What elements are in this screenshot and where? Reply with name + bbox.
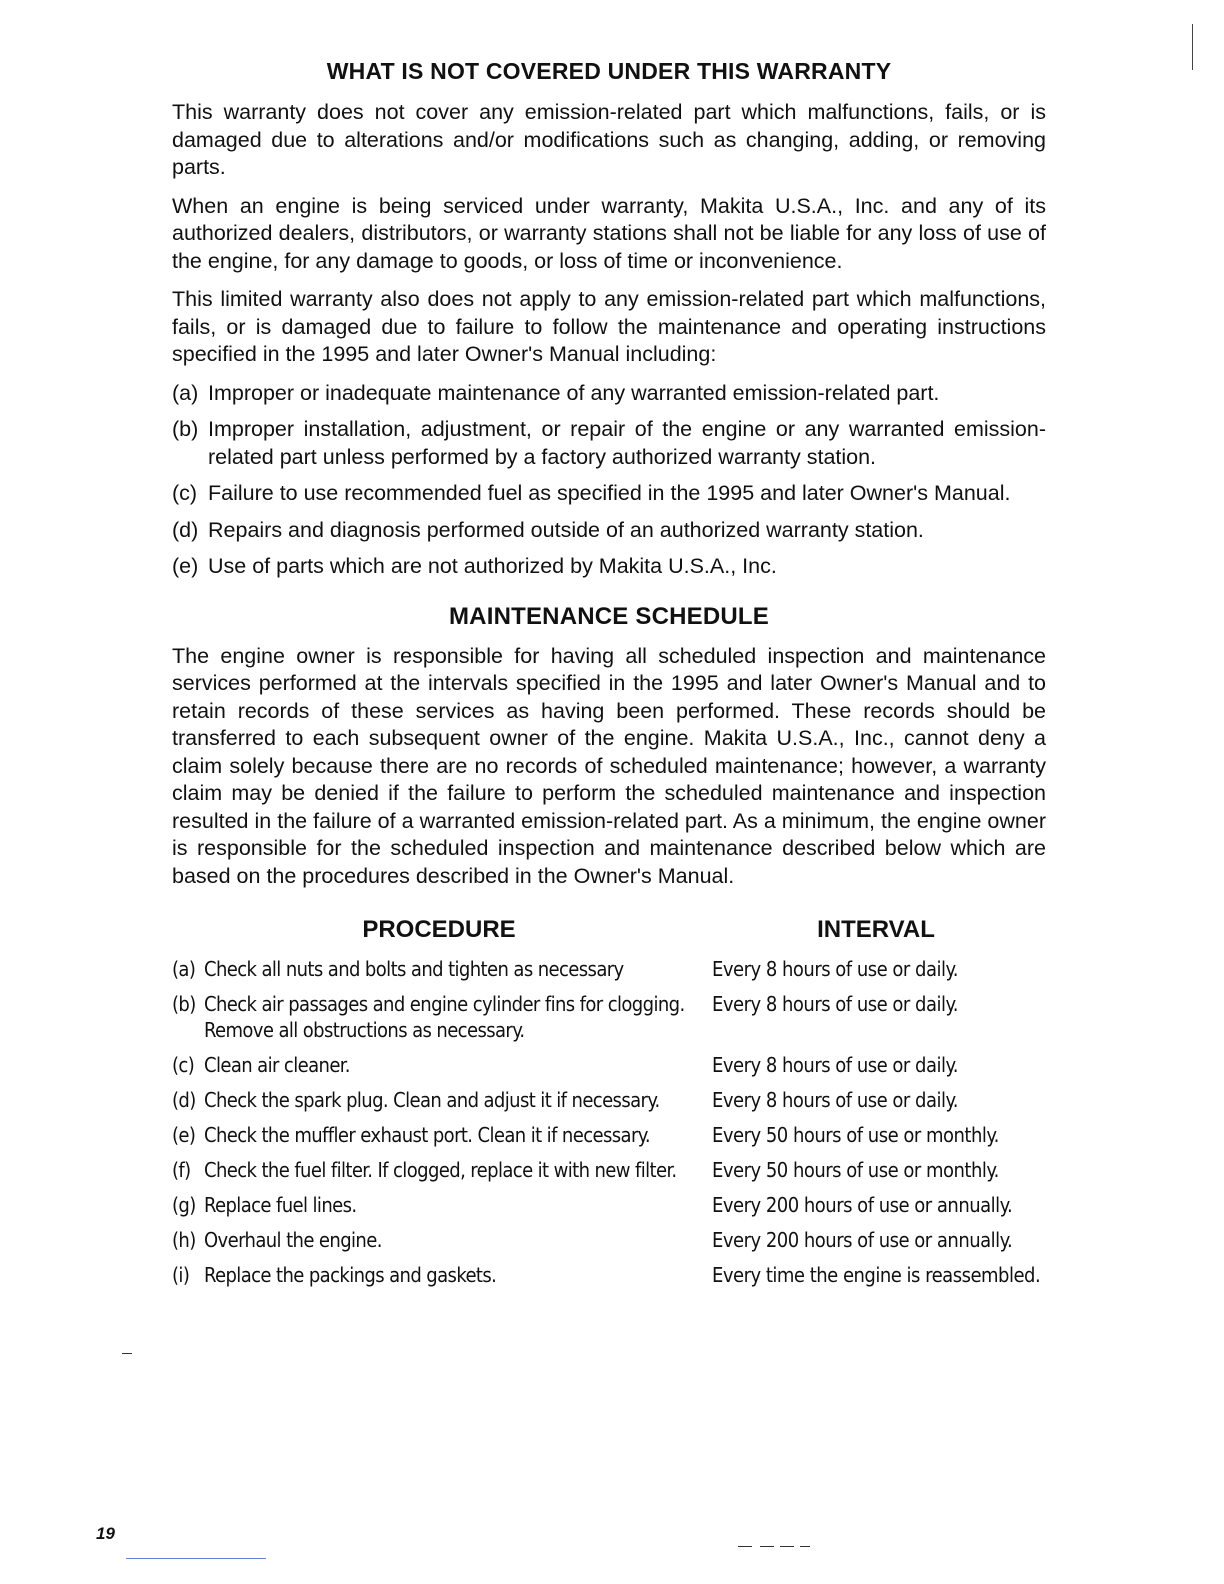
scan-mark bbox=[122, 1353, 132, 1354]
list-item bbox=[172, 517, 1046, 545]
interval-cell: Every 8 hours of use or daily. bbox=[712, 957, 958, 981]
table-row bbox=[172, 1052, 1046, 1078]
table-row bbox=[172, 1087, 1046, 1113]
list-item-text: Improper installation, adjustment, or repair of the engine or any warranted emission-related part unless performed by a factory authorized warranty station. bbox=[208, 417, 1046, 469]
row-label: (g) bbox=[172, 1193, 196, 1217]
procedure-cell: Check the spark plug. Clean and adjust it if necessary. bbox=[204, 1088, 660, 1112]
scan-mark bbox=[1192, 24, 1193, 70]
interval-cell: Every 8 hours of use or daily. bbox=[712, 992, 958, 1016]
table-row bbox=[172, 1262, 1046, 1288]
list-item-text: Failure to use recommended fuel as specified in the 1995 and later Owner's Manual. bbox=[208, 481, 1011, 505]
table-row bbox=[172, 991, 1046, 1043]
list-item-text: Use of parts which are not authorized by Makita U.S.A., Inc. bbox=[208, 554, 777, 578]
list-item-label: (e) bbox=[172, 554, 199, 578]
table-row bbox=[172, 1122, 1046, 1148]
row-label: (h) bbox=[172, 1228, 196, 1252]
list-item bbox=[172, 480, 1046, 508]
list-item-label: (a) bbox=[172, 380, 199, 405]
warranty-exclusion-list bbox=[172, 380, 1046, 581]
warranty-paragraph: This limited warranty also does not apply to any emission-related part which malfunctions, fails, or is damaged due to failure to follow the maintenance and operating instructions specified in the 1995 and later Owner's Manual including: bbox=[172, 287, 1046, 366]
document-page bbox=[172, 58, 1046, 1297]
schedule-header bbox=[172, 916, 1046, 944]
interval-cell: Every time the engine is reassembled. bbox=[712, 1263, 1041, 1287]
list-item-text: Repairs and diagnosis performed outside of an authorized warranty station. bbox=[208, 517, 924, 542]
list-item-label: (c) bbox=[172, 481, 198, 505]
scan-mark bbox=[780, 1546, 794, 1547]
table-row bbox=[172, 1157, 1046, 1183]
table-row bbox=[172, 1192, 1046, 1218]
procedure-cell: Check all nuts and bolts and tighten as necessary bbox=[204, 957, 624, 981]
schedule-table bbox=[172, 956, 1046, 1288]
warranty-paragraph: When an engine is being serviced under warranty, Makita U.S.A., Inc. and any of its authorized dealers, distributors, or warranty stations shall not be liable for any loss of use of the engine, for any damage to goods, or loss of time or inconvenience. bbox=[172, 193, 1046, 273]
row-label: (e) bbox=[172, 1123, 196, 1147]
procedure-cell: Check the fuel filter. If clogged, replace it with new filter. bbox=[204, 1158, 677, 1182]
interval-cell: Every 50 hours of use or monthly. bbox=[712, 1123, 999, 1147]
list-item bbox=[172, 553, 1046, 581]
interval-cell: Every 8 hours of use or daily. bbox=[712, 1053, 958, 1077]
list-item-text: Improper or inadequate maintenance of any warranted emission-related part. bbox=[208, 380, 940, 405]
list-item bbox=[172, 416, 1046, 471]
row-label: (f) bbox=[172, 1158, 191, 1182]
row-label: (d) bbox=[172, 1088, 196, 1112]
row-label: (c) bbox=[172, 1053, 195, 1077]
interval-cell: Every 200 hours of use or annually. bbox=[712, 1193, 1013, 1217]
table-row bbox=[172, 956, 1046, 982]
procedure-cell: Check the muffler exhaust port. Clean it if necessary. bbox=[204, 1123, 651, 1147]
interval-cell: Every 8 hours of use or daily. bbox=[712, 1088, 958, 1112]
interval-cell: Every 200 hours of use or annually. bbox=[712, 1228, 1013, 1252]
procedure-cell: Overhaul the engine. bbox=[204, 1228, 382, 1252]
procedure-cell: Replace fuel lines. bbox=[204, 1193, 357, 1217]
table-row bbox=[172, 1227, 1046, 1253]
warranty-title: WHAT IS NOT COVERED UNDER THIS WARRANTY bbox=[326, 58, 892, 84]
procedure-cell: Clean air cleaner. bbox=[204, 1053, 350, 1077]
bottom-rule bbox=[126, 1558, 266, 1559]
row-label: (i) bbox=[172, 1263, 190, 1287]
procedure-cell: Check air passages and engine cylinder fins for clogging. Remove all obstructions as necessary. bbox=[204, 992, 685, 1042]
page-number: 19 bbox=[96, 1524, 115, 1543]
maintenance-paragraph: The engine owner is responsible for having all scheduled inspection and maintenance services performed at the intervals specified in the 1995 and later Owner's Manual and to retain records of these services as having been performed. These records should be transferred to each subsequent owner of the engine. Makita U.S.A., Inc., cannot deny a claim solely because there are no records of scheduled maintenance; however, a warranty claim may be denied if the failure to perform the scheduled maintenance and inspection resulted in the failure of a warranted emission-related part. As a minimum, the engine owner is responsible for the scheduled inspection and maintenance described below which are based on the procedures described in the Owner's Manual. bbox=[172, 643, 1046, 888]
scan-mark bbox=[738, 1546, 752, 1547]
maintenance-title: MAINTENANCE SCHEDULE bbox=[448, 602, 769, 630]
list-item-label: (b) bbox=[172, 417, 199, 441]
warranty-paragraph: This warranty does not cover any emission-related part which malfunctions, fails, or is damaged due to alterations and/or modifications such as changing, adding, or removing parts. bbox=[172, 100, 1046, 179]
procedure-cell: Replace the packings and gaskets. bbox=[204, 1263, 497, 1287]
scan-mark bbox=[760, 1546, 774, 1547]
row-label: (b) bbox=[172, 992, 196, 1016]
interval-cell: Every 50 hours of use or monthly. bbox=[712, 1158, 999, 1182]
interval-header: INTERVAL bbox=[817, 916, 935, 943]
list-item-label: (d) bbox=[172, 517, 199, 542]
row-label: (a) bbox=[172, 957, 196, 981]
scan-mark bbox=[800, 1546, 810, 1547]
procedure-header: PROCEDURE bbox=[362, 916, 516, 943]
list-item bbox=[172, 380, 1046, 408]
